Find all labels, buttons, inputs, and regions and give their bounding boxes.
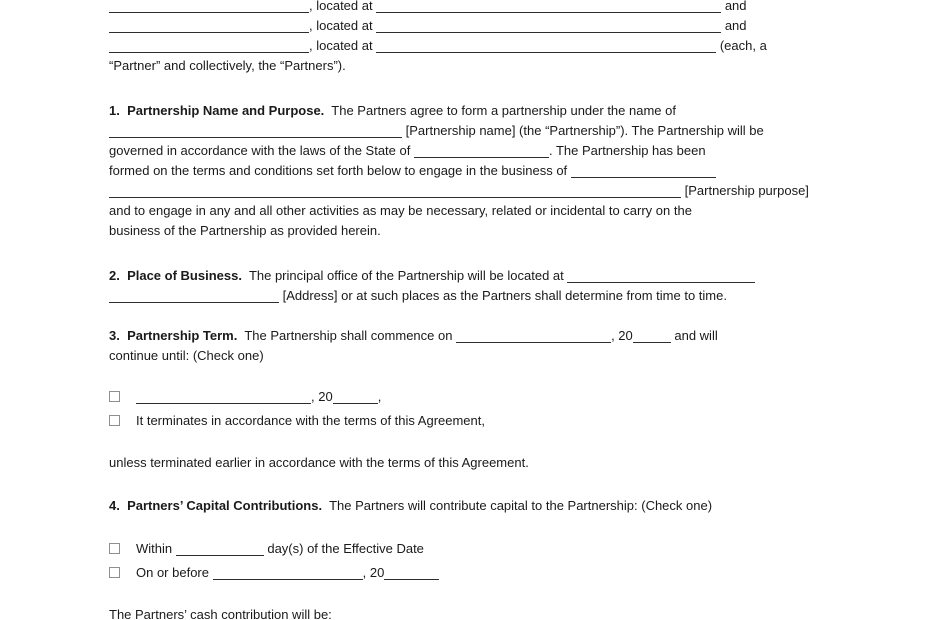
document-line [109, 16, 825, 36]
document-line [109, 36, 825, 56]
document-line [109, 161, 825, 181]
document-line [109, 286, 825, 306]
document-line [109, 605, 825, 620]
body-text: , located at [309, 18, 377, 33]
body-text: and to engage in any and all other activities as may be necessary, related or incidental to carry on the [109, 203, 692, 218]
body-text: “Partner” and collectively, the “Partners”). [109, 58, 346, 73]
body-text: , 20 [611, 328, 633, 343]
fill-in-blank[interactable] [109, 29, 309, 33]
body-text: day(s) of the Effective Date [263, 541, 424, 556]
section-heading-text: 1. Partnership Name and Purpose. [109, 103, 325, 118]
body-text: , 20 [362, 564, 385, 580]
document-line [109, 346, 825, 366]
fill-in-blank[interactable] [571, 174, 716, 178]
fill-in-blank[interactable] [633, 339, 671, 343]
body-text: business of the Partnership as provided herein. [109, 223, 381, 238]
body-text: unless terminated earlier in accordance with the terms of this Agreement. [109, 455, 529, 470]
document-content [109, 0, 825, 620]
document-line [109, 0, 825, 16]
body-text: , located at [309, 0, 377, 13]
empty-checkbox[interactable] [109, 567, 120, 578]
fill-in-blank[interactable] [109, 49, 309, 53]
body-text: and [721, 18, 747, 33]
document-line [109, 453, 825, 473]
document-line [109, 561, 825, 585]
empty-checkbox[interactable] [109, 415, 120, 426]
body-text: The Partnership shall commence on [237, 328, 457, 343]
document-line [109, 181, 825, 201]
body-text: The principal office of the Partnership will be located at [241, 268, 568, 283]
body-text: The Partners agree to form a partnership under the name of [324, 103, 676, 118]
document-line [109, 121, 825, 141]
body-text: . The Partnership has been [548, 143, 706, 158]
block-sec3-term-options [109, 385, 825, 432]
body-text: [Address] or at such places as the Partners shall determine from time to time. [279, 288, 727, 303]
document-line [109, 385, 825, 409]
body-text: formed on the terms and conditions set forth below to engage in the business of [109, 163, 571, 178]
fill-in-blank[interactable] [213, 576, 363, 580]
body-text: continue until: (Check one) [109, 348, 264, 363]
block-sec2-place-of-business [109, 266, 825, 306]
empty-checkbox[interactable] [109, 543, 120, 554]
body-text: The Partners will contribute capital to the Partnership: (Check one) [322, 498, 713, 513]
document-line [109, 56, 825, 76]
fill-in-blank[interactable] [109, 194, 681, 198]
body-text: [Partnership name] (the “Partnership”). The Partnership will be [402, 123, 764, 138]
document-line [109, 409, 825, 433]
body-text: On or before [136, 564, 213, 580]
fill-in-blank[interactable] [376, 29, 721, 33]
document-line [109, 101, 825, 121]
section-heading-text: 4. Partners’ Capital Contributions. [109, 498, 323, 513]
body-text: The Partners’ cash contribution will be: [109, 607, 332, 620]
body-text: It terminates in accordance with the terms of this Agreement, [136, 412, 485, 428]
fill-in-blank[interactable] [414, 154, 549, 158]
block-sec1-name-purpose [109, 101, 825, 241]
empty-checkbox[interactable] [109, 391, 120, 402]
fill-in-blank[interactable] [567, 279, 755, 283]
document-line [109, 141, 825, 161]
section-heading-text: 2. Place of Business. [109, 268, 242, 283]
document-line [109, 496, 825, 516]
body-text: Within [136, 541, 176, 556]
fill-in-blank[interactable] [109, 9, 309, 13]
body-text: (each, a [716, 38, 767, 53]
body-text: [Partnership purpose] [681, 183, 809, 198]
document-line [109, 221, 825, 241]
section-heading-text: 3. Partnership Term. [109, 328, 238, 343]
fill-in-blank[interactable] [456, 339, 611, 343]
fill-in-blank[interactable] [109, 299, 279, 303]
block-sec4-capital-contributions [109, 496, 825, 516]
fill-in-blank[interactable] [384, 576, 439, 580]
block-sec3-term-tail [109, 453, 825, 473]
body-text: and [721, 0, 747, 13]
block-sec3-term [109, 326, 825, 366]
block-intro-parties [109, 0, 825, 76]
body-text: , [377, 389, 382, 404]
body-text: governed in accordance with the laws of the State of [109, 143, 414, 158]
document-line [109, 266, 825, 286]
body-text: , located at [309, 38, 377, 53]
fill-in-blank[interactable] [333, 400, 378, 404]
fill-in-blank[interactable] [376, 9, 721, 13]
block-cash-contribution-lead [109, 605, 825, 620]
fill-in-blank[interactable] [109, 134, 402, 138]
document-line [109, 537, 825, 561]
fill-in-blank[interactable] [176, 552, 264, 556]
block-sec4-contribution-options [109, 537, 825, 584]
body-text: , 20 [311, 389, 333, 404]
body-text: and will [670, 328, 718, 343]
document-line [109, 326, 825, 346]
fill-in-blank[interactable] [136, 400, 311, 404]
fill-in-blank[interactable] [376, 49, 716, 53]
document-line [109, 201, 825, 221]
